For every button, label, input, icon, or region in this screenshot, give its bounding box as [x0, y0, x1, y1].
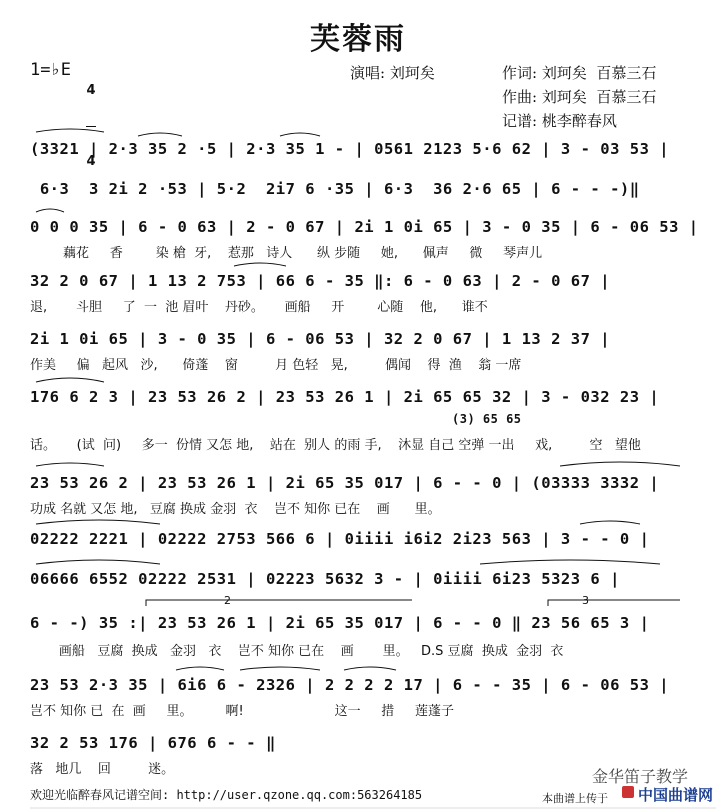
song-title: 芙蓉雨	[310, 22, 406, 57]
staff-line-7: 23 53 26 2 | 23 53 26 1 | 2i 65 35 017 | 6 - - 0 | (03333 3332 |	[30, 474, 660, 492]
lyric-line-5: 作美 偏 起风 沙, 倚蓬 窗 月 色轻 晃, 偶闻 得 渔 翁 一席	[30, 358, 522, 373]
time-signature-bottom: 4	[86, 154, 96, 169]
site-name: 中国曲谱网	[638, 786, 714, 804]
slur-mark	[138, 133, 182, 136]
staff-line-5: 2i 1 0i 65 | 3 - 0 35 | 6 - 06 53 | 32 2 0 67 | 1 13 2 37 |	[30, 330, 611, 348]
watermark-text: 金华笛子教学	[592, 767, 689, 786]
volta-3-label: 3	[582, 594, 589, 607]
slur-mark	[36, 560, 160, 564]
slur-mark	[176, 667, 224, 670]
volta-2-label: 2	[224, 594, 231, 607]
slur-mark	[36, 520, 160, 524]
ossia-notes: (3) 65 65	[452, 412, 522, 426]
volta-2-bracket	[146, 600, 412, 606]
slur-mark	[36, 209, 64, 212]
staff-line-1: (3321 | 2·3 35 2 ·5 | 2·3 35 1 - | 0561 2123 5·6 62 | 3 - 03 53 |	[30, 140, 670, 158]
slur-mark	[36, 378, 104, 382]
slur-mark	[344, 667, 396, 670]
staff-line-3: 0 0 0 35 | 6 - 0 63 | 2 - 0 67 | 2i 1 0i 65 | 3 - 0 35 | 6 - 06 53 |	[30, 218, 699, 236]
staff-line-4: 32 2 0 67 | 1 13 2 753 | 66 6 - 35 ‖: 6 - 0 63 | 2 - 0 67 |	[30, 272, 611, 290]
slur-mark	[36, 463, 104, 466]
volta-3-bracket	[548, 600, 680, 606]
lyric-line-7: 功成 名就 又怎 地, 豆腐 换成 金羽 衣 岂不 知你 已在 画 里。	[30, 502, 441, 517]
staff-line-9: 06666 6552 02222 2531 | 02223 5632 3 - | 0iiii 6i23 5323 6 |	[30, 570, 620, 588]
staff-line-10: 6 - -) 35 :| 23 53 26 1 | 2i 65 35 017 | 6 - - 0 ‖ 23 56 65 3 |	[30, 614, 650, 632]
transcriber-credit: 记谱: 桃李醉春风	[502, 112, 617, 130]
lyric-line-11: 岂不 知你 已 在 画 里。 啊! 这一 措 莲蓬子	[30, 704, 454, 719]
slur-mark	[580, 521, 640, 524]
slur-mark	[36, 129, 104, 132]
staff-line-11: 23 53 2·3 35 | 6i6 6 - 2326 | 2 2 2 2 17 | 6 - - 35 | 6 - 06 53 |	[30, 676, 670, 694]
lyric-line-6: 话。 (试 问) 多一 份情 又怎 地, 站在 别人 的雨 手, 沐显 自己 空弹 一出 戏, 空 望他	[30, 438, 641, 453]
staff-line-8: 02222 2221 | 02222 2753 566 6 | 0iiii i6i2 2i23 563 | 3 - - 0 |	[30, 530, 650, 548]
key-signature: 1=♭E	[30, 60, 71, 80]
composer-credit: 作曲: 刘珂矣 百慕三石	[502, 88, 657, 106]
slur-mark	[480, 560, 660, 564]
slur-mark	[240, 667, 320, 670]
footer-visit-text: 欢迎光临醉春风记谱空间: http://user.qzone.qq.com:563264185	[30, 788, 423, 802]
slur-mark	[280, 133, 320, 136]
slur-mark	[234, 263, 286, 266]
time-signature-top: 4	[86, 83, 96, 98]
staff-line-6: 176 6 2 3 | 23 53 26 2 | 23 53 26 1 | 2i 65 65 32 | 3 - 032 23 |	[30, 388, 660, 406]
staff-line-2: 6·3 3 2i 2 ·53 | 5·2 2i7 6 ·35 | 6·3 36 2·6 65 | 6 - - -)‖	[30, 180, 640, 198]
lyric-line-3: 藕花 香 染 槍 牙, 惹那 诗人 纵 步随 她, 佩声 微 琴声儿	[30, 246, 543, 261]
lyric-line-4: 退, 斗胆 了 一 池 眉叶 丹砂。 画船 开 心随 他, 谁不	[30, 300, 488, 315]
lyricist-credit: 作词: 刘珂矣 百慕三石	[502, 64, 657, 82]
lyric-line-10: 画船 豆腐 换成 金羽 衣 岂不 知你 已在 画 里。 D.S 豆腐 换成 金羽 衣	[30, 644, 564, 659]
upload-text: 本曲谱上传于	[542, 792, 608, 805]
slur-mark	[560, 462, 680, 466]
staff-line-12: 32 2 53 176 | 676 6 - - ‖	[30, 734, 276, 752]
lyric-line-12: 落 地几 回 迷。	[30, 762, 175, 777]
singer-credit: 演唱: 刘珂矣	[350, 64, 435, 82]
